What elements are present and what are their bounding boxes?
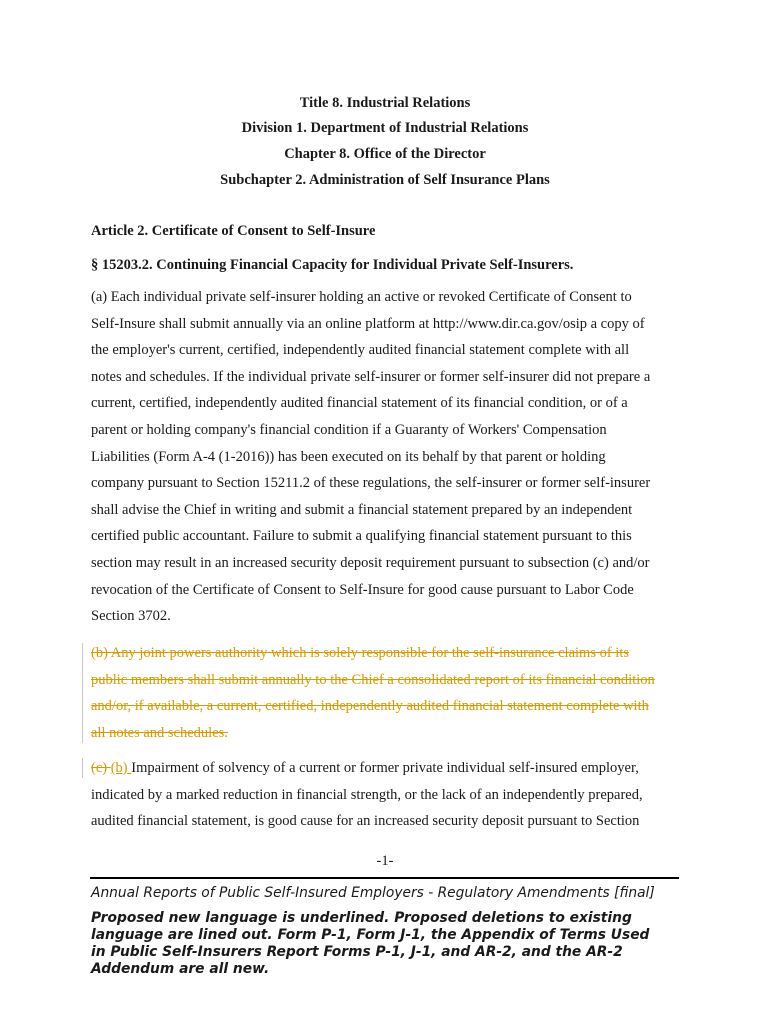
footer-note-line: language are lined out. Form P-1, Form J-1, the Appendix of Terms Used — [91, 927, 650, 943]
deleted-line: (b) Any joint powers authority which is solely responsible for the self-insurance claims of its — [91, 645, 630, 661]
paragraph-a-line: (a) Each individual private self-insurer holding an active or revoked Certificate of Consent to — [91, 289, 632, 305]
paragraph-a-line: Self-Insure shall submit annually via an online platform at http://www.dir.ca.gov/osip a copy of — [91, 315, 645, 332]
footer-note — [91, 910, 691, 978]
paragraph-c-text: Impairment of solvency of a current or former private individual self-insured employer, — [131, 760, 639, 776]
change-bar — [82, 643, 83, 743]
paragraph-c-line: indicated by a marked reduction in financial strength, or the lack of an independently prepared, — [91, 786, 643, 803]
deleted-label: (c) — [91, 760, 111, 776]
deleted-line: all notes and schedules. — [91, 724, 228, 741]
division-heading: Division 1. Department of Industrial Relations — [241, 120, 529, 136]
footer-divider — [90, 877, 679, 879]
paragraph-a-line: current, certified, independently audited financial statement of its financial condition, or of a — [91, 395, 628, 412]
paragraph-a-line: revocation of the Certificate of Consent to Self-Insure for good cause pursuant to Labor Code — [91, 581, 634, 598]
subchapter-heading: Subchapter 2. Administration of Self Insurance Plans — [220, 172, 550, 188]
paragraph-a-line: the employer's current, certified, independently audited financial statement complete with all — [91, 342, 630, 359]
paragraph-a-line: certified public accountant. Failure to submit a qualifying financial statement pursuant to this — [91, 528, 632, 545]
paragraph-a-line: section may result in an increased security deposit requirement pursuant to subsection (c) and/or — [91, 554, 650, 571]
paragraph-c — [91, 755, 691, 835]
paragraph-a-line: notes and schedules. If the individual private self-insurer or former self-insurer did not prepare a — [91, 368, 651, 385]
paragraph-a-line: parent or holding company's financial condition if a Guaranty of Workers' Compensation — [91, 421, 607, 438]
deleted-line: public members shall submit annually to the Chief a consolidated report of its financial condition — [91, 671, 655, 688]
chapter-heading: Chapter 8. Office of the Director — [284, 146, 486, 162]
page-number: -1- — [376, 853, 394, 869]
paragraph-a-line: Liabilities (Form A-4 (1-2016)) has been executed on its behalf by that parent or holding — [91, 448, 606, 465]
change-bar — [82, 758, 83, 778]
inserted-label: (b) — [110, 760, 132, 776]
deleted-line: and/or, if available, a current, certified, independently audited financial statement complete with — [91, 698, 649, 715]
title-heading: Title 8. Industrial Relations — [299, 95, 471, 111]
paragraph-c-line: audited financial statement, is good cause for an increased security deposit pursuant to Section — [91, 813, 640, 830]
footer-title: Annual Reports of Public Self-Insured Employers - Regulatory Amendments [final] — [91, 885, 655, 901]
article-heading: Article 2. Certificate of Consent to Self-Insure — [91, 223, 376, 239]
section-heading: § 15203.2. Continuing Financial Capacity for Individual Private Self-Insurers. — [91, 257, 574, 273]
paragraph-a-line: company pursuant to Section 15211.2 of these regulations, the self-insurer or former self-insurer — [91, 475, 651, 492]
paragraph-c-first-line — [91, 755, 691, 782]
footer-note-line: Addendum are all new. — [91, 961, 270, 977]
footer-note-line: Proposed new language is underlined. Proposed deletions to existing — [91, 910, 632, 926]
paragraph-b-deleted — [91, 640, 691, 746]
paragraph-a-line: shall advise the Chief in writing and submit a financial statement prepared by an independent — [91, 501, 633, 518]
footer-note-line: in Public Self-Insurers Report Forms P-1, J-1, and AR-2, and the AR-2 — [91, 944, 623, 960]
paragraph-a-line: Section 3702. — [91, 608, 171, 625]
paragraph-a — [91, 284, 691, 630]
